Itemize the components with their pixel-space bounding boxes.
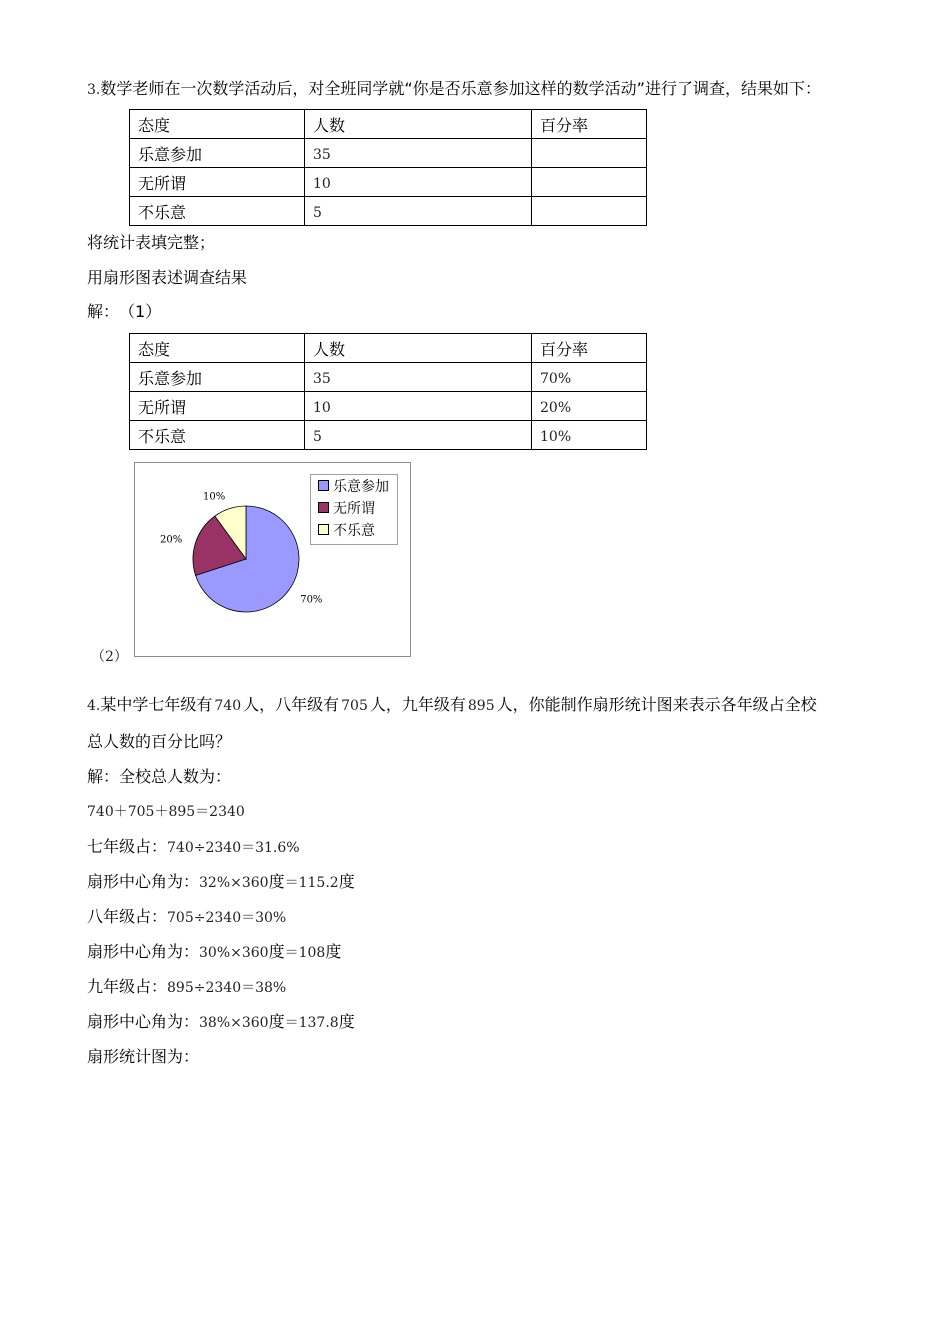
legend-label: 不乐意 bbox=[333, 523, 375, 539]
table-header-row bbox=[130, 110, 647, 139]
degree-unit: 度 bbox=[268, 942, 285, 961]
angle-calc: 38%×360 bbox=[199, 1015, 269, 1031]
q3-task2: 用扇形图表述调查结果 bbox=[87, 268, 248, 287]
table-header-cell: 人数 bbox=[305, 110, 532, 139]
table-cell-value: 35 bbox=[313, 370, 331, 387]
table-row bbox=[130, 197, 647, 226]
table-row bbox=[130, 392, 647, 421]
table-cell-value: 35 bbox=[313, 146, 331, 163]
table-header-cell: 人数 bbox=[305, 334, 532, 363]
grade-label: 九年级占： bbox=[87, 977, 168, 996]
table-cell bbox=[532, 168, 647, 197]
legend-swatch bbox=[318, 502, 329, 513]
legend-swatch bbox=[318, 480, 329, 491]
degree-unit: 度 bbox=[338, 872, 355, 891]
q3-solution bbox=[87, 302, 161, 322]
degree-unit: 度 bbox=[268, 872, 285, 891]
table-row bbox=[130, 363, 647, 392]
table-cell bbox=[532, 421, 647, 450]
q4-number: 4. bbox=[87, 698, 101, 714]
table-row bbox=[130, 139, 647, 168]
table-cell bbox=[532, 392, 647, 421]
degree-unit: 度 bbox=[325, 942, 342, 961]
pie-data-label: 70% bbox=[300, 594, 323, 606]
q3-part2 bbox=[91, 646, 128, 667]
solution-label: 解： bbox=[87, 302, 120, 321]
table-cell bbox=[305, 197, 532, 226]
legend-swatch bbox=[318, 524, 329, 535]
table-cell: 不乐意 bbox=[130, 421, 305, 450]
q4-grade7-angle bbox=[87, 872, 355, 893]
legend-label: 无所谓 bbox=[333, 501, 375, 517]
table-cell: 无所谓 bbox=[130, 168, 305, 197]
q4-chart-caption: 扇形统计图为： bbox=[87, 1047, 200, 1066]
legend-entry bbox=[318, 479, 389, 495]
q4-grade9 bbox=[87, 977, 286, 998]
q4-prompt bbox=[87, 695, 817, 716]
angle-calc: 30%×360 bbox=[199, 945, 269, 961]
table-row bbox=[130, 421, 647, 450]
pie-chart bbox=[134, 462, 411, 657]
legend-entry bbox=[318, 501, 375, 517]
table-cell-value: 70% bbox=[540, 370, 572, 387]
table-header-cell: 态度 bbox=[130, 110, 305, 139]
q4-total-equation: 740＋705＋895＝2340 bbox=[87, 804, 245, 820]
q4-text: 人，你能制作扇形统计图来表示各年级占全校 bbox=[496, 695, 817, 714]
q3-text: 数学老师在一次数学活动后，对全班同学就“你是否乐意参加这样的数学活动”进行了调查，结果如下： bbox=[100, 79, 821, 98]
part-label: （1） bbox=[127, 302, 162, 321]
chart-legend bbox=[310, 474, 398, 545]
q4-solution-intro: 解：全校总人数为： bbox=[87, 767, 232, 786]
table-cell: 无所谓 bbox=[130, 392, 305, 421]
q4-grade9-angle bbox=[87, 1012, 355, 1033]
q4-text: 人，九年级有 bbox=[369, 695, 466, 714]
grade-calc: 895÷2340＝38% bbox=[167, 980, 287, 996]
table-cell bbox=[305, 363, 532, 392]
table-cell-value: 10 bbox=[313, 175, 331, 192]
angle-label: 扇形中心角为： bbox=[87, 1012, 200, 1031]
grade-label: 八年级占： bbox=[87, 907, 168, 926]
q4-value: 705 bbox=[341, 698, 368, 714]
table-cell-value: 10% bbox=[540, 428, 572, 445]
table-header-cell: 百分率 bbox=[532, 334, 647, 363]
angle-result: ＝115.2 bbox=[284, 875, 339, 891]
table-cell bbox=[305, 421, 532, 450]
table-cell: 乐意参加 bbox=[130, 139, 305, 168]
degree-unit: 度 bbox=[338, 1012, 355, 1031]
q4-grade8-angle bbox=[87, 942, 341, 963]
grade-calc: 740÷2340＝31.6% bbox=[167, 840, 300, 856]
angle-label: 扇形中心角为： bbox=[87, 942, 200, 961]
angle-result: ＝137.8 bbox=[284, 1015, 339, 1031]
table-cell bbox=[305, 139, 532, 168]
q4-value: 895 bbox=[467, 698, 495, 714]
pie-data-label: 10% bbox=[203, 491, 226, 503]
q3-prompt bbox=[87, 79, 821, 100]
table-cell-value: 5 bbox=[313, 204, 322, 221]
angle-label: 扇形中心角为： bbox=[87, 872, 200, 891]
table-cell-value: 10 bbox=[313, 399, 331, 416]
q4-prompt-line2: 总人数的百分比吗？ bbox=[87, 732, 232, 751]
angle-calc: 32%×360 bbox=[199, 875, 269, 891]
table-cell bbox=[532, 139, 647, 168]
table-cell bbox=[532, 363, 647, 392]
q4-value: 740 bbox=[214, 698, 242, 714]
table-cell-value: 20% bbox=[540, 399, 572, 416]
q3-table-filled bbox=[129, 333, 647, 450]
degree-unit: 度 bbox=[268, 1012, 285, 1031]
q4-text: 人，八年级有 bbox=[243, 695, 340, 714]
table-row bbox=[130, 168, 647, 197]
table-header-cell: 态度 bbox=[130, 334, 305, 363]
table-header-cell: 百分率 bbox=[532, 110, 647, 139]
part-label: （2） bbox=[91, 649, 128, 665]
q3-task1: 将统计表填完整； bbox=[87, 233, 216, 252]
legend-entry bbox=[318, 523, 375, 539]
q3-table-blank bbox=[129, 109, 647, 226]
grade-calc: 705÷2340＝30% bbox=[167, 910, 287, 926]
q4-grade8 bbox=[87, 907, 286, 928]
table-cell bbox=[532, 197, 647, 226]
q4-text: 某中学七年级有 bbox=[100, 695, 213, 714]
table-cell: 乐意参加 bbox=[130, 363, 305, 392]
table-cell-value: 5 bbox=[313, 428, 322, 445]
table-cell bbox=[305, 168, 532, 197]
table-header-row bbox=[130, 334, 647, 363]
table-cell: 不乐意 bbox=[130, 197, 305, 226]
legend-label: 乐意参加 bbox=[333, 479, 389, 495]
angle-result: ＝108 bbox=[284, 945, 326, 961]
table-cell bbox=[305, 392, 532, 421]
grade-label: 七年级占： bbox=[87, 837, 168, 856]
q3-number: 3. bbox=[87, 82, 101, 98]
pie-data-label: 20% bbox=[160, 534, 183, 546]
q4-grade7 bbox=[87, 837, 300, 858]
